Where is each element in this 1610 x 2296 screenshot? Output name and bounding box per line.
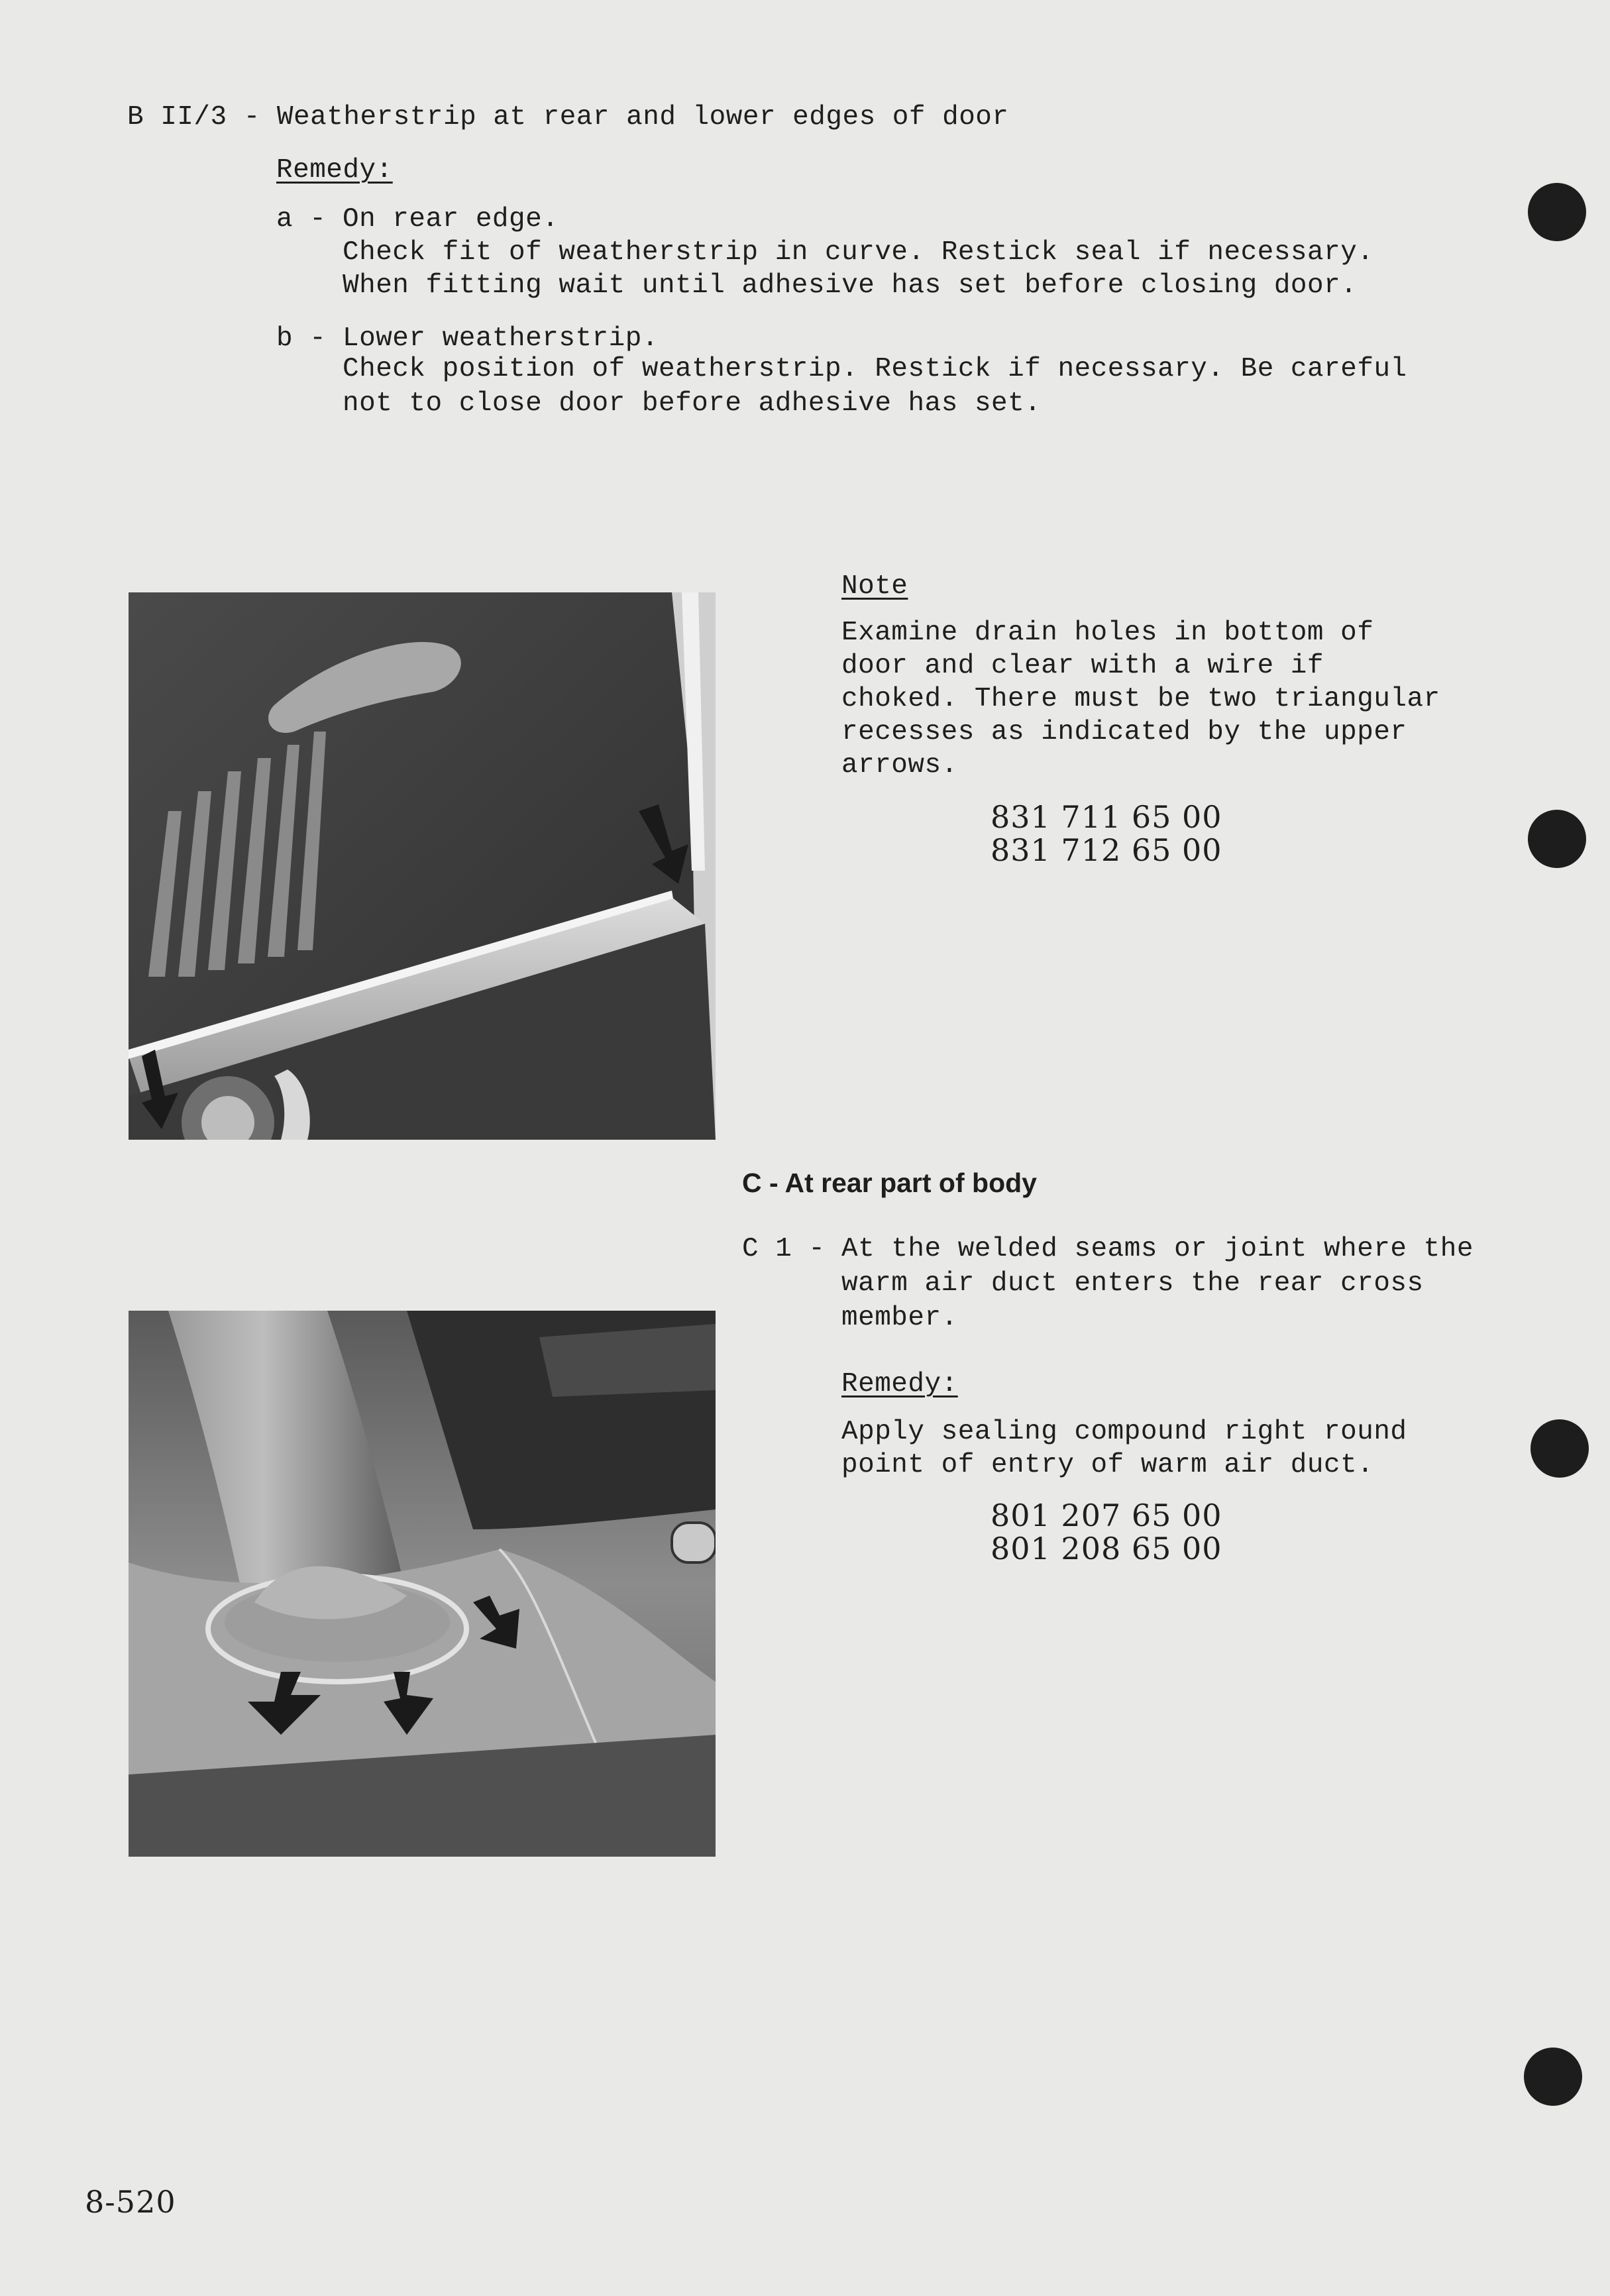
binder-hole-1: [1528, 183, 1586, 241]
note-part-number-2: 831 712 65 00: [991, 832, 1222, 868]
c1-line-1: At the welded seams or joint where the: [841, 1234, 1474, 1264]
item-b-marker: b -: [276, 323, 327, 354]
item-b-line2: not to close door before adhesive has set.: [343, 388, 1042, 419]
section-b-heading: B II/3 - Weatherstrip at rear and lower edges of door: [127, 102, 1009, 133]
binder-hole-3: [1530, 1419, 1589, 1478]
note-part-number-1: 831 711 65 00: [991, 799, 1222, 835]
item-a-line2: When fitting wait until adhesive has set before closing door.: [343, 270, 1358, 301]
item-a-marker: a -: [276, 204, 327, 235]
item-a-line1: Check fit of weatherstrip in curve. Restick seal if necessary.: [343, 237, 1374, 268]
item-b-title: Lower weatherstrip.: [343, 323, 659, 354]
note-line-5: arrows.: [841, 750, 958, 781]
section-c-remedy-label: Remedy:: [841, 1369, 958, 1399]
c-remedy-line-1: Apply sealing compound right round: [841, 1417, 1407, 1447]
note-line-4: recesses as indicated by the upper: [841, 717, 1407, 747]
c-part-number-2: 801 208 65 00: [991, 1531, 1222, 1566]
c1-marker: C 1 -: [742, 1234, 826, 1264]
item-a-title: On rear edge.: [343, 204, 559, 235]
note-line-3: choked. There must be two triangular: [841, 684, 1440, 714]
note-line-2: door and clear with a wire if: [841, 651, 1324, 681]
binder-hole-2: [1528, 810, 1586, 868]
warm-air-duct-photo: [129, 1311, 716, 1857]
section-b-remedy-label: Remedy:: [276, 155, 393, 186]
c1-line-2: warm air duct enters the rear cross: [841, 1268, 1424, 1299]
c-part-number-1: 801 207 65 00: [991, 1498, 1222, 1533]
item-b-line1: Check position of weatherstrip. Restick if necessary. Be careful: [343, 354, 1407, 384]
section-c-heading: C - At rear part of body: [742, 1168, 1037, 1198]
note-line-1: Examine drain holes in bottom of: [841, 618, 1374, 648]
door-drain-photo: [129, 592, 716, 1140]
c-remedy-line-2: point of entry of warm air duct.: [841, 1450, 1374, 1480]
page-number: 8-520: [85, 2184, 176, 2220]
c1-line-3: member.: [841, 1303, 958, 1333]
binder-hole-4: [1524, 2048, 1582, 2106]
note-label: Note: [841, 571, 908, 602]
